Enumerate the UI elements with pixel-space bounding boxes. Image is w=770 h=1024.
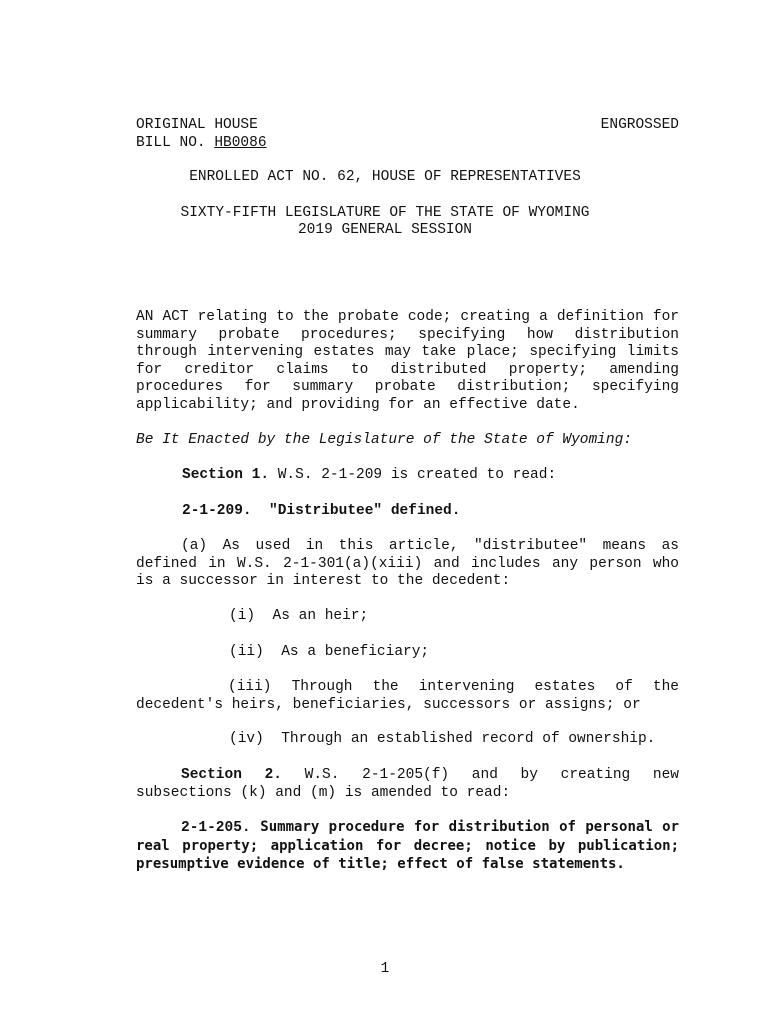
item-ii: (ii) As a beneficiary; [229, 644, 430, 660]
section-1 [182, 467, 556, 485]
page-number: 1 [380, 961, 390, 977]
bill-number-line [136, 135, 267, 153]
section-1-text: W.S. 2-1-209 is created to read: [269, 467, 557, 483]
act-title: AN ACT relating to the probate code; creating a definition for summary probate procedures; specifying how distribution through intervening estates may take place; specifying limits for creditor claims to distributed property; amending procedures for summary probate distribution; specifying applicability; and providing for an effective date. [136, 309, 679, 413]
heading-2-1-205-number: 2-1-205. [181, 820, 251, 836]
section-1-label: Section 1. [182, 467, 270, 483]
item-i: (i) As an heir; [229, 608, 369, 624]
heading-2-1-205 [136, 819, 679, 875]
item-iv: (iv) Through an established record of ownership. [229, 731, 656, 747]
bill-no-prefix: BILL NO. [136, 135, 215, 151]
paragraph-a: (a) As used in this article, "distributee" means as defined in W.S. 2-1-301(a)(xiii) and includes any person who is a successor in interest to the decedent: [136, 538, 679, 589]
section-2-label: Section 2. [181, 767, 282, 783]
enacting-clause: Be It Enacted by the Legislature of the State of Wyoming: [136, 432, 632, 448]
legislature-line: SIXTY-FIFTH LEGISLATURE OF THE STATE OF WYOMING [180, 205, 590, 221]
section-2-text: W.S. 2-1-205(f) and by creating new subsections (k) and (m) is amended to read: [136, 767, 679, 801]
session-line: 2019 GENERAL SESSION [297, 222, 473, 238]
section-2 [136, 767, 679, 802]
heading-2-1-209: 2-1-209. "Distributee" defined. [182, 503, 461, 519]
heading-2-1-205-text: Summary procedure for distribution of personal or real property; application for decree; notice by publication; presumptive evidence of title; effect of false statements. [136, 819, 679, 872]
item-iii: (iii) Through the intervening estates of the decedent's heirs, beneficiaries, successors or assigns; or [136, 679, 679, 713]
original-house-label: ORIGINAL HOUSE [136, 117, 258, 133]
engrossed-label: ENGROSSED [600, 117, 679, 133]
bill-number: HB0086 [214, 135, 267, 151]
enrolled-act-line: ENROLLED ACT NO. 62, HOUSE OF REPRESENTATIVES [189, 169, 581, 185]
